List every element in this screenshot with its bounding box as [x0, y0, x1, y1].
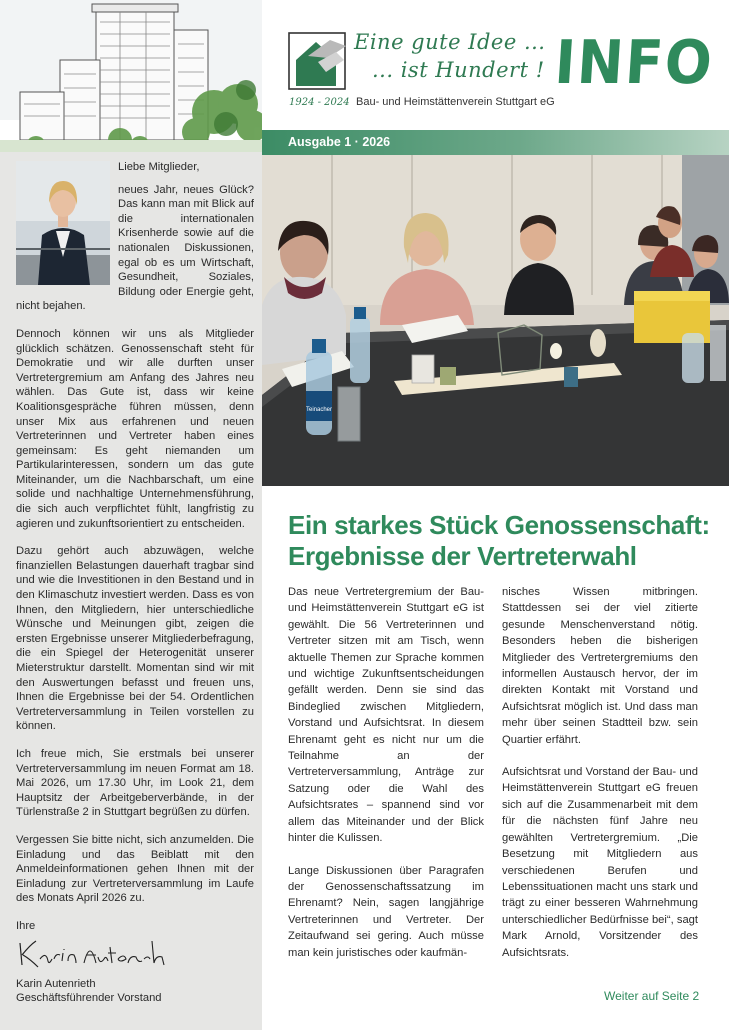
letter-greeting: Liebe Mitglieder,: [118, 161, 200, 173]
anniversary-years: 1924 - 2024: [289, 97, 350, 108]
letter-paragraph: neues Jahr, neues Glück? Das kann man mit Blick auf die internationalen Krisenherde sowie auf die nationalen Diskussionen, egal ob es um Wirtschaft, Gesundheit, Soziales, Bildung oder Energie geht, nicht bejahen.: [16, 183, 254, 313]
letter-paragraph: Dazu gehört auch abzuwägen, welche finanziellen Belastungen dauerhaft tragbar sind und wie die Investitionen in den Bestand und in den Klimaschutz investiert werden. Dass es von Ihnen, den Mitgliedern, hier unterschiedliche Wünsche und Meinungen gibt, zeigen die ersten Ergebnisse unserer Mitgliederbefragung, die ein Spiegel der Heterogenität unserer Mieterstruktur darstellt. Momentan sind wir mit den Auswertungen befasst und freuen uns, Ihnen die Ergebnisse bei der 54. Ordentlichen Vertreterversammlung in Teilen vorstellen zu können.: [16, 545, 254, 733]
slogan-line-1: Eine gute Idee ...: [354, 30, 546, 54]
newsletter-title: INFO: [552, 28, 716, 98]
issue-number: Ausgabe 1 · 2026: [288, 135, 391, 149]
issue-bar: [262, 130, 729, 155]
editorial-letter: [16, 160, 254, 1005]
city-skyline-illustration: [0, 0, 262, 152]
continued-on-page-link[interactable]: Weiter auf Seite 2: [604, 989, 700, 1003]
article-paragraph: Lange Diskussionen über Paragrafen der Genossenschaftssatzung im Ehrenamt? Nein, sagen langjährige Vertreterinnen und Vertreter. Der Zeitaufwand sei gering. Auch müsse man kein juristisches oder kaufmän-: [288, 864, 484, 959]
editorial-sidebar: [0, 0, 262, 1030]
letter-paragraph: Dennoch können wir uns als Mitglieder glücklich schätzen. Genossenschaft steht für Demokratie und wir alle durften unser Vertretergremium am Anfang des Jahres neu wählen. Das Gute ist, dass wir keine Koalitionsgespräche führen müssen, denn unser Mix aus erfahrenen und neuen Vertreterinnen und Vertreter haben eines gemeinsam: Es geht niemanden um Partikularinteressen, sondern um das gute Miteinander, um die Nachbarschaft, um eine solide und nachhaltige Unternehmensführung, die sich auch verpflichtet fühlt, langfristig zu agieren und zukunftsorientiert zu entscheiden.: [16, 327, 254, 530]
signature-name: Karin Autenrieth: [16, 977, 96, 990]
article-paragraph: nisches Wissen mitbringen. Stattdessen sei der viel zitierte gesunde Menschenverstand nötig. Besonders heben die bisherigen Mitglieder des Vertretergremiums den informellen Austausch hervor, der im direkten Kontakt mit Vorstand und Aufsichtsrat möglich ist. Und dass man mehr über seinen Stadtteil bzw. sein Quartier erfährt.: [502, 586, 698, 746]
letter-paragraph: Ich freue mich, Sie erstmals bei unserer Vertreterversammlung im neuen Format am 18. Mai 2026, um 17.30 Uhr, im Look 21, dem Hauptsitz der Arbeitgeberverbände, in der Türlenstraße 2 in Stuttgart begrüßen zu dürfen.: [16, 747, 254, 819]
article-headline: Ein starkes Stück Genossenschaft: Ergebnisse der Vertreterwahl: [288, 510, 710, 571]
organization-name: Bau- und Heimstättenverein Stuttgart eG: [356, 96, 555, 108]
slogan-line-2: ... ist Hundert !: [372, 58, 545, 82]
handwritten-signature: [16, 937, 254, 971]
house-logo-icon: [288, 32, 348, 97]
letter-closing: Ihre: [16, 919, 36, 932]
article-column-1: [288, 584, 484, 977]
signature-role: Geschäftsführender Vorstand: [16, 991, 162, 1004]
meeting-photo: [262, 155, 729, 486]
article-column-2: [502, 584, 698, 977]
letter-paragraph: Vergessen Sie bitte nicht, sich anzumelden. Die Einladung und das Beiblatt mit den Anmeldeinformationen gehen Ihnen mit der Einladung zur Vertreterversammlung im Laufe des Monats April 2026 zu.: [16, 833, 254, 905]
newsletter-header: [262, 0, 729, 130]
bottle-label: Teinacher: [305, 407, 333, 413]
article-paragraph: Aufsichtsrat und Vorstand der Bau- und Heimstättenverein Stuttgart eG freuen sich auf die Zusammenarbeit mit dem für die nächsten fünf Jahre neu gewählten Vertretergremium. „Die Besetzung mit Mitgliedern aus verschiedenen Berufen und Lebenssituationen macht uns stark und trägt zu einer besseren Wahrnehmung unterschiedlicher Bedürfnisse bei“, sagt Mark Arnold, Vorsitzender des Aufsichtsrats.: [502, 766, 698, 959]
article-paragraph: Das neue Vertretergremium der Bau- und Heimstättenverein Stuttgart eG ist gewählt. Die 56 Vertreterinnen und Vertreter sitzen mit am Tisch, wenn aktuelle Themen zur Sprache kommen und wichtige Zukunftsentscheidungen gefällt werden. Denn sie sind das Bindeglied zwischen Mitgliedern, Vorstand und Aufsichtsrat. In diesem Ehrenamt geht es nicht nur um die Teilnahme an der Vertreterversammlung, Anträge zur Satzung oder die Wahl des Aufsichtsrates – spannend sind vor allem das Miteinander und der Blick hinter die Kulissen.: [288, 586, 484, 845]
author-portrait: [16, 161, 110, 285]
